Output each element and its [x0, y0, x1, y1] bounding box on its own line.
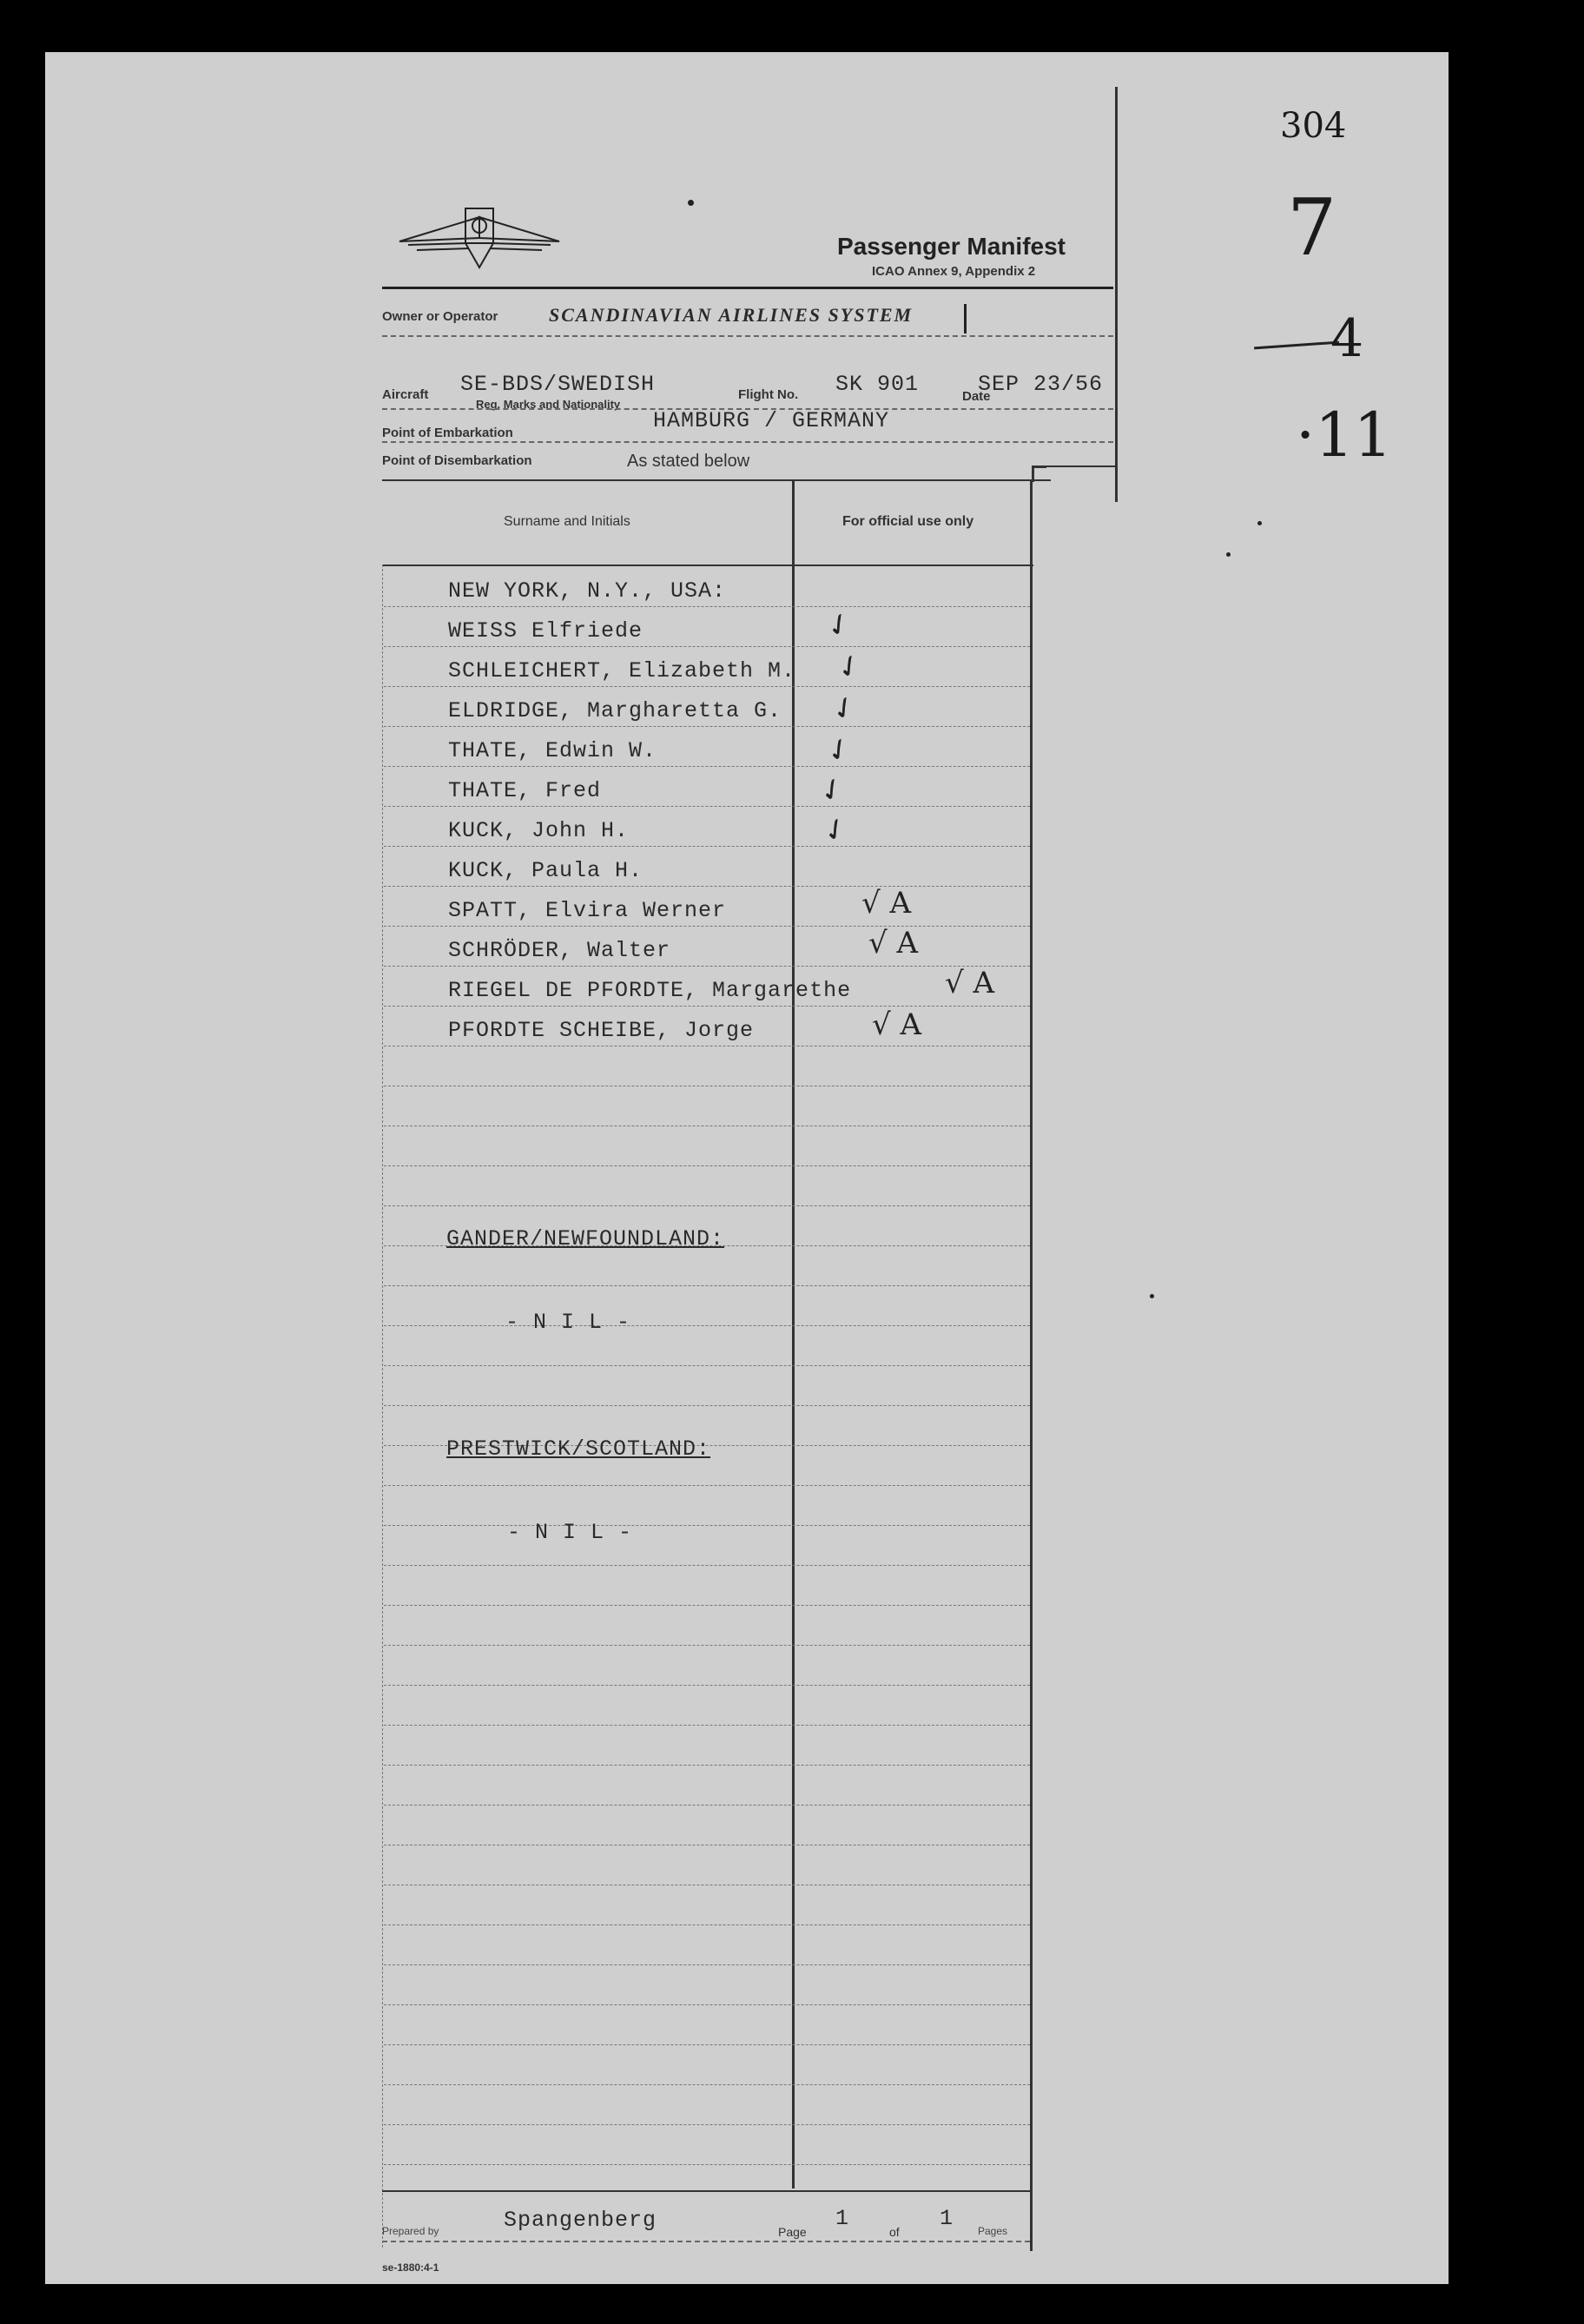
table-row-section-newyork: NEW YORK, N.Y., USA: [448, 578, 727, 604]
airline-wings-logo-icon [382, 200, 577, 287]
row-rule [384, 1964, 1030, 1965]
row-rule [384, 886, 1030, 887]
table-right-border [1030, 479, 1033, 2251]
fraction-bar [1254, 341, 1339, 350]
checkmark: ✓ [824, 687, 864, 730]
row-rule [384, 1725, 1030, 1726]
table-row: THATE, Fred [448, 778, 602, 803]
manifest-sheet [45, 52, 1449, 2284]
date-value: SEP 23/56 [978, 372, 1104, 397]
disembark-label: Point of Disembarkation [382, 453, 532, 468]
row-rule [384, 1765, 1030, 1766]
owner-rule [382, 335, 1113, 337]
page-value: 1 [835, 2206, 850, 2231]
handwritten-denominator: 4 [1330, 308, 1364, 369]
table-row: WEISS Elfriede [448, 618, 644, 644]
table-row: SPATT, Elvira Werner [448, 898, 727, 923]
prepared-value: Spangenberg [504, 2208, 657, 2233]
section-gander: GANDER/NEWFOUNDLAND: [446, 1226, 725, 1251]
table-top-border [382, 479, 1051, 481]
row-rule [384, 846, 1030, 847]
row-rule [384, 1405, 1030, 1406]
speck [1257, 521, 1262, 525]
checkmark: ✓ [819, 604, 859, 647]
row-rule [384, 1285, 1030, 1286]
row-rule [384, 726, 1030, 727]
nil-gander: - N I L - [505, 1310, 631, 1335]
row-rule [384, 1205, 1030, 1206]
table-row: THATE, Edwin W. [448, 738, 657, 763]
row-rule [384, 1565, 1030, 1566]
table-row: SCHLEICHERT, Elizabeth M. [448, 658, 796, 683]
row-rule [384, 926, 1030, 927]
flight-value: SK 901 [835, 372, 920, 397]
prepared-label: Prepared by [382, 2225, 439, 2237]
date-label: Date [962, 389, 991, 404]
embark-value: HAMBURG / GERMANY [653, 408, 890, 433]
row-rule [384, 1645, 1030, 1646]
row-rule [384, 2044, 1030, 2045]
owner-label: Owner or Operator [382, 309, 498, 324]
of-value: 1 [940, 2206, 954, 2231]
page-label: Page [778, 2225, 807, 2239]
embark-label: Point of Embarkation [382, 426, 513, 440]
page-number: 304 [1280, 106, 1347, 146]
official-mark: √ A [868, 926, 919, 961]
official-mark: √ A [945, 966, 995, 1000]
speck [1150, 1294, 1154, 1298]
checkmark: ✓ [815, 809, 855, 852]
aircraft-value: SE-BDS/SWEDISH [460, 372, 656, 397]
row-rule [384, 1365, 1030, 1366]
official-mark: √ A [872, 1007, 922, 1042]
title-rule [382, 287, 1113, 289]
row-rule [384, 1485, 1030, 1486]
checkmark: ✓ [829, 645, 869, 689]
owner-value: SCANDINAVIAN AIRLINES SYSTEM [549, 304, 914, 326]
aircraft-sublabel: Reg. Marks and Nationality [476, 398, 621, 411]
flight-label: Flight No. [738, 387, 799, 402]
owner-pen-mark [964, 304, 967, 333]
disembark-value: As stated below [627, 452, 750, 471]
row-rule [384, 2124, 1030, 2125]
footer-top-rule [382, 2190, 1030, 2192]
row-rule [384, 606, 1030, 607]
row-rule [384, 1006, 1030, 1007]
form-code: se-1880:4-1 [382, 2261, 439, 2274]
row-rule [384, 1325, 1030, 1326]
row-rule [384, 686, 1030, 687]
row-rule [384, 646, 1030, 647]
pages-label: Pages [978, 2225, 1008, 2237]
row-rule [384, 1805, 1030, 1806]
row-rule [384, 1685, 1030, 1686]
checkmark: ✓ [819, 729, 859, 772]
table-left-border [382, 564, 383, 2248]
table-row: KUCK, Paula H. [448, 858, 644, 883]
row-rule [384, 2084, 1030, 2085]
row-rule [384, 766, 1030, 767]
checkmark: ✓ [812, 769, 852, 812]
table-row: PFORDTE SCHEIBE, Jorge [448, 1018, 755, 1043]
row-rule [384, 1605, 1030, 1606]
row-rule [384, 2004, 1030, 2005]
manifest-subtitle: ICAO Annex 9, Appendix 2 [872, 264, 1036, 279]
section-prestwick: PRESTWICK/SCOTLAND: [446, 1436, 711, 1462]
table-row: SCHRÖDER, Walter [448, 938, 671, 963]
form-right-border [1115, 87, 1118, 502]
official-mark: √ A [861, 886, 912, 921]
embark-rule [382, 441, 1113, 443]
header-bottom-border [382, 564, 1033, 566]
row-rule [384, 2164, 1030, 2165]
table-row: KUCK, John H. [448, 818, 630, 843]
nil-prestwick: - N I L - [507, 1520, 633, 1545]
row-rule [384, 1525, 1030, 1526]
handwritten-numerator: 7 [1287, 182, 1337, 274]
row-rule [384, 806, 1030, 807]
row-rule [384, 1165, 1030, 1166]
footer-rule [382, 2241, 1030, 2242]
of-label: of [889, 2225, 900, 2239]
column-divider [792, 479, 795, 2189]
table-row: RIEGEL DE PFORDTE, Margarethe [448, 978, 852, 1003]
table-row: ELDRIDGE, Margharetta G. [448, 698, 782, 723]
col-header-official: For official use only [842, 514, 974, 529]
row-rule [384, 966, 1030, 967]
col-header-surname: Surname and Initials [504, 514, 630, 529]
speck [1226, 552, 1231, 557]
aircraft-label: Aircraft [382, 387, 429, 402]
table-step-corner [1032, 465, 1046, 482]
speck [688, 200, 694, 206]
manifest-title: Passenger Manifest [837, 233, 1066, 260]
handwritten-extra: ·11 [1296, 399, 1393, 471]
